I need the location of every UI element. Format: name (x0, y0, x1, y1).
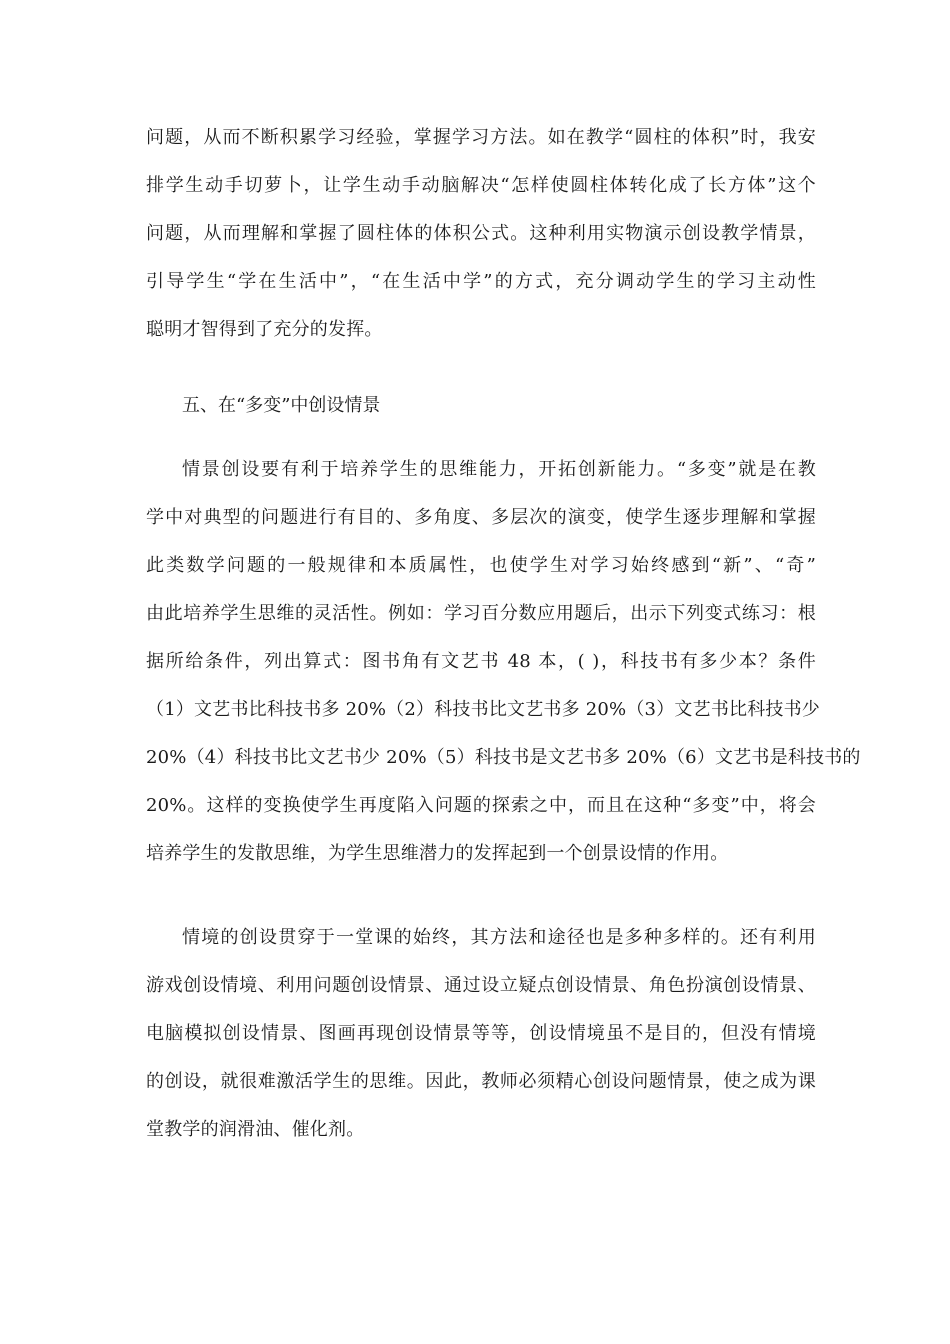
text-line: 排学生动手切萝卜，让学生动手动脑解决“怎样使圆柱体转化成了长方体”这个 (146, 175, 816, 196)
text-line: 问题，从而不断积累学习经验，掌握学习方法。如在教学“圆柱的体积”时，我安 (146, 127, 816, 148)
text-line: 堂教学的润滑油、催化剂。 (146, 1119, 365, 1140)
text-line: 聪明才智得到了充分的发挥。 (146, 319, 383, 340)
text-line: 20%。这样的变换使学生再度陷入问题的探索之中，而且在这种“多变”中，将会 (146, 795, 816, 816)
text-line: （1）文艺书比科技书多 20%（2）科技书比文艺书多 20%（3）文艺书比科技书少 (146, 699, 821, 720)
text-line: 情境的创设贯穿于一堂课的始终，其方法和途径也是多种多样的。还有利用 (182, 927, 816, 948)
paragraph-continuation (146, 114, 816, 354)
text-line: 问题，从而理解和掌握了圆柱体的体积公式。这种利用实物演示创设教学情景， (146, 223, 816, 244)
text-line: 由此培养学生思维的灵活性。例如：学习百分数应用题后，出示下列变式练习：根 (146, 603, 816, 624)
text-line: 游戏创设情境、利用问题创设情景、通过设立疑点创设情景、角色扮演创设情景、 (146, 975, 816, 996)
section-heading: 五、在“多变”中创设情景 (182, 395, 381, 416)
text-line: 20%（4）科技书比文艺书少 20%（5）科技书是文艺书多 20%（6）文艺书是科技书的 (146, 747, 861, 768)
text-line: 培养学生的发散思维，为学生思维潜力的发挥起到一个创景设情的作用。 (146, 843, 729, 864)
text-line: 学中对典型的问题进行有目的、多角度、多层次的演变，使学生逐步理解和掌握 (146, 507, 816, 528)
paragraph-summary (146, 914, 816, 1154)
paragraph-duobian (146, 446, 861, 878)
text-line: 电脑模拟创设情景、图画再现创设情景等等，创设情境虽不是目的，但没有情境 (146, 1023, 816, 1044)
text-line: 的创设，就很难激活学生的思维。因此，教师必须精心创设问题情景，使之成为课 (146, 1071, 816, 1092)
text-line: 情景创设要有利于培养学生的思维能力，开拓创新能力。“多变”就是在教 (182, 459, 816, 480)
text-line: 引导学生“学在生活中”，“在生活中学”的方式，充分调动学生的学习主动性 (146, 271, 816, 292)
text-line: 据所给条件，列出算式：图书角有文艺书 48 本，( )，科技书有多少本？条件 (146, 651, 816, 672)
text-line: 此类数学问题的一般规律和本质属性，也使学生对学习始终感到“新”、“奇” (146, 555, 816, 576)
